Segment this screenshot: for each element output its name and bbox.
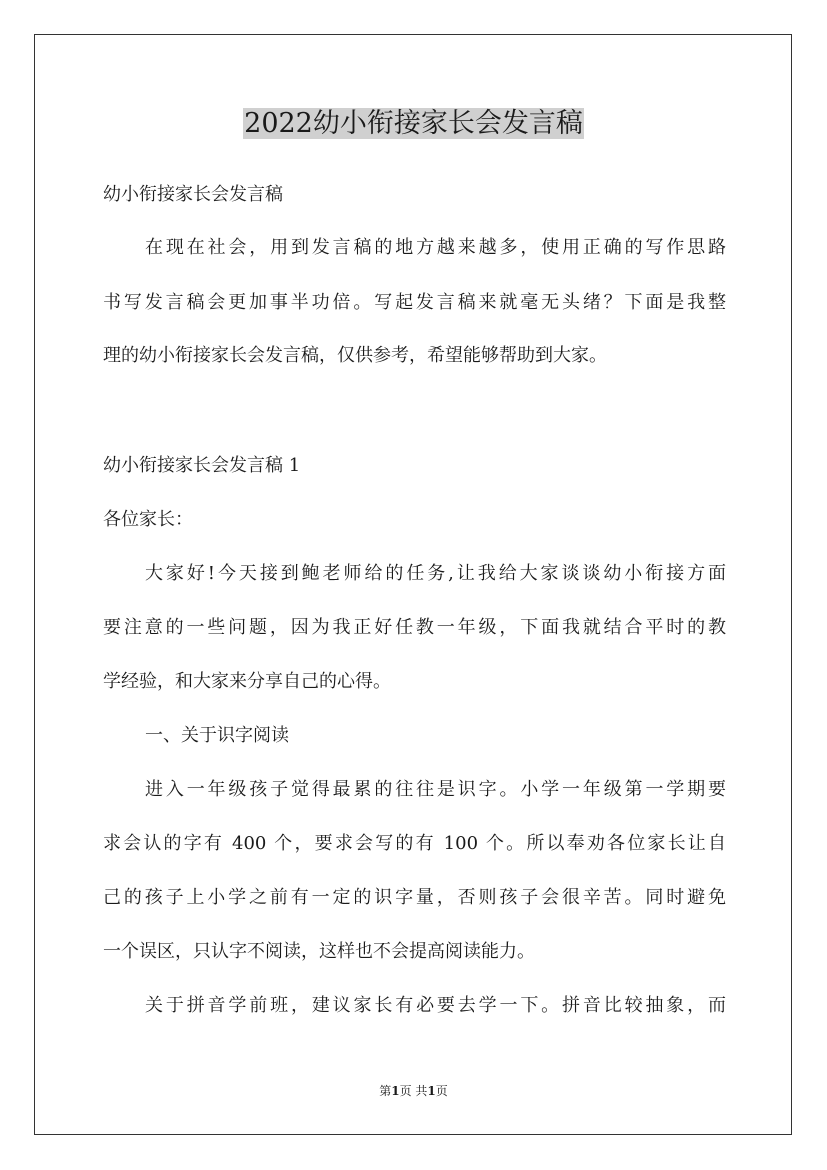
page-footer bbox=[0, 1083, 827, 1099]
para2-line-2: 求会认的字有 400 个，要求会写的有 100 个。所以奉劝各位家长让自 bbox=[103, 833, 726, 854]
footer-page-prefix: 第 bbox=[379, 1084, 392, 1098]
intro-line-3: 理的幼小衔接家长会发言稿，仅供参考，希望能够帮助到大家。 bbox=[103, 345, 607, 366]
point-heading: 一、关于识字阅读 bbox=[145, 725, 289, 746]
para1-line-2: 要注意的一些问题，因为我正好任教一年级，下面我就结合平时的教 bbox=[103, 617, 726, 638]
para2-line-3: 己的孩子上小学之前有一定的识字量，否则孩子会很辛苦。同时避免 bbox=[103, 887, 726, 908]
para1-line-3: 学经验，和大家来分享自己的心得。 bbox=[103, 671, 391, 692]
footer-page-total: 1 bbox=[427, 1084, 436, 1098]
footer-page-suffix: 页 bbox=[435, 1084, 448, 1098]
document-title-text: 2022幼小衔接家长会发言稿 bbox=[244, 108, 583, 139]
footer-page-current: 1 bbox=[391, 1084, 400, 1098]
section-heading: 幼小衔接家长会发言稿 1 bbox=[103, 455, 301, 476]
para2-line-1: 进入一年级孩子觉得最累的往往是识字。小学一年级第一学期要 bbox=[145, 779, 726, 800]
para2-line-4: 一个误区，只认字不阅读，这样也不会提高阅读能力。 bbox=[103, 941, 535, 962]
intro-line-2: 书写发言稿会更加事半功倍。写起发言稿来就毫无头绪？下面是我整 bbox=[103, 292, 726, 313]
footer-page-mid: 页 共 bbox=[399, 1084, 428, 1098]
intro-line-1: 在现在社会，用到发言稿的地方越来越多，使用正确的写作思路 bbox=[145, 237, 726, 258]
para1-line-1: 大家好!今天接到鲍老师给的任务,让我给大家谈谈幼小衔接方面 bbox=[145, 563, 726, 584]
para3-line-1: 关于拼音学前班，建议家长有必要去学一下。拼音比较抽象，而 bbox=[145, 995, 726, 1016]
salutation: 各位家长： bbox=[103, 509, 193, 530]
document-subtitle: 幼小衔接家长会发言稿 bbox=[103, 184, 283, 205]
document-title bbox=[0, 102, 827, 144]
